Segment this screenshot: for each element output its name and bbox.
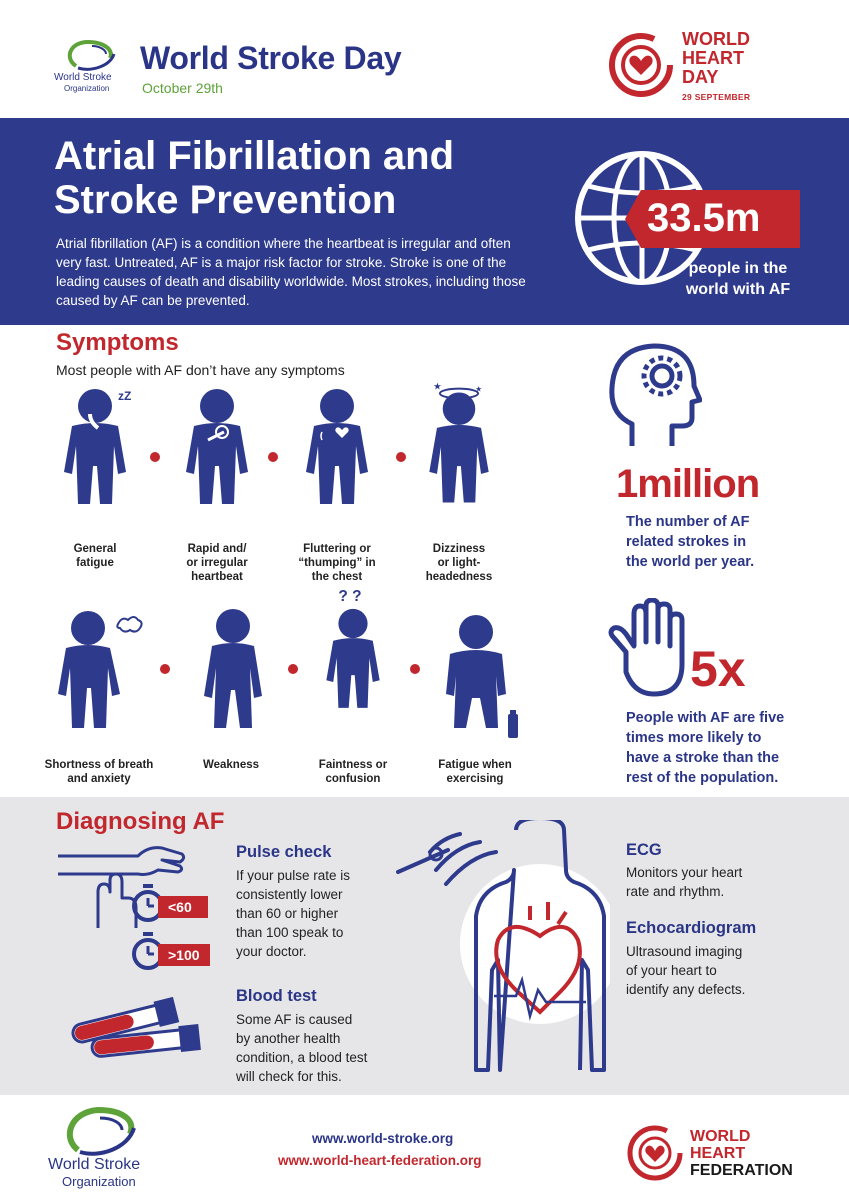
svg-text:★: ★ — [433, 381, 442, 393]
heart-circle-icon — [626, 1124, 684, 1182]
symptom-5-line2: and anxiety — [67, 773, 131, 785]
torso-heart-icon — [390, 820, 610, 1088]
ecg-title: ECG — [626, 841, 662, 859]
symptom-4-line3: headedness — [425, 571, 493, 583]
symptom-2-line1: Rapid and/ — [187, 543, 247, 555]
symptom-label-4 — [394, 542, 524, 584]
stroke-count-caption-line1: The number of AF — [626, 514, 750, 530]
af-population-caption-line1: people in the — [688, 260, 788, 277]
figure-general-fatigue-icon — [40, 386, 150, 521]
pulse-high-tag: >100 — [158, 944, 210, 966]
heart-circle-icon — [606, 30, 676, 100]
pulse-check-title: Pulse check — [236, 843, 332, 861]
raised-hand-icon — [604, 598, 698, 698]
whd-line1: WORLD — [682, 29, 750, 49]
symptom-1-line1: General — [73, 543, 117, 555]
symptom-2-line2: or irregular — [186, 557, 248, 569]
svg-text:★: ★ — [475, 384, 483, 394]
banner-title — [54, 134, 554, 222]
blood-line2: by another health — [236, 1031, 341, 1046]
symptom-5-line1: Shortness of breath — [44, 759, 154, 771]
whd-line2: HEART — [682, 48, 744, 68]
whd-line3: DAY — [682, 67, 719, 87]
risk-caption-line1: People with AF are five — [626, 710, 785, 726]
banner-description: Atrial fibrillation (AF) is a condition where the heartbeat is irregular and often very fast. Untreated, AF is a major risk factor for stroke. Stroke is one of the leading causes of death and disability worldwide. Most strokes, including those caused by AF can be prevented. — [56, 236, 526, 308]
echo-line2: of your heart to — [626, 963, 717, 978]
separator-dot — [268, 452, 278, 462]
risk-caption-line2: times more likely to — [626, 730, 762, 746]
af-population-badge — [625, 190, 800, 248]
figure-weakness-icon — [178, 606, 288, 741]
head-brain-icon — [602, 340, 702, 450]
pulse-low-tag: <60 — [158, 896, 208, 918]
stroke-count-caption-line2: related strokes in — [626, 534, 747, 550]
symptom-7-line1: Faintness or — [318, 759, 388, 771]
banner-title-line1: Atrial Fibrillation and — [54, 134, 455, 178]
symptom-3-line3: the chest — [311, 571, 363, 583]
figure-fluttering-chest-icon — [282, 386, 392, 521]
blood-line4: will check for this. — [236, 1069, 342, 1084]
symptom-3-line2: “thumping” in — [298, 557, 376, 569]
whd-date: 29 SEPTEMBER — [682, 92, 751, 102]
symptom-1-line2: fatigue — [76, 557, 114, 569]
ecg-line1: Monitors your heart — [626, 865, 743, 880]
wso-logo-line1: World Stroke — [54, 72, 112, 83]
echo-line1: Ultrasound imaging — [626, 944, 743, 959]
symptoms-subtitle: Most people with AF don’t have any symptoms — [56, 362, 345, 378]
world-heart-federation-logo — [626, 1124, 806, 1184]
blood-test-title: Blood test — [236, 987, 317, 1005]
footer-wso-line1: World Stroke — [48, 1156, 141, 1173]
risk-caption-line4: rest of the population. — [626, 770, 779, 786]
symptom-8-line2: exercising — [446, 773, 504, 785]
symptom-6-line1: Weakness — [202, 759, 260, 771]
whf-line2: HEART — [690, 1145, 746, 1162]
pulse-check-text — [236, 866, 406, 961]
echocardiogram-text — [626, 942, 796, 999]
risk-caption-line3: have a stroke than the — [626, 750, 780, 766]
event-date: October 29th — [142, 80, 223, 96]
symptom-3-line1: Fluttering or — [303, 543, 371, 555]
link-world-stroke[interactable]: www.world-stroke.org — [312, 1131, 454, 1146]
pulse-line5: your doctor. — [236, 944, 307, 959]
separator-dot — [150, 452, 160, 462]
stroke-count-value: 1million — [616, 462, 760, 506]
whf-line1: WORLD — [690, 1128, 751, 1145]
world-stroke-organization-logo — [48, 36, 138, 100]
wso-logo-line2: Organization — [64, 84, 110, 93]
symptom-label-5 — [34, 758, 164, 786]
af-population-caption-line2: world with AF — [685, 281, 791, 298]
link-world-heart-federation[interactable]: www.world-heart-federation.org — [278, 1153, 482, 1168]
wso-swoosh-icon — [48, 1104, 158, 1158]
symptom-label-2 — [152, 542, 282, 584]
symptom-label-7 — [288, 758, 418, 786]
blood-line1: Some AF is caused — [236, 1012, 353, 1027]
echocardiogram-title: Echocardiogram — [626, 919, 757, 937]
zzz-text: zZ — [118, 389, 132, 403]
symptom-label-3 — [272, 542, 402, 584]
stroke-count-caption — [626, 512, 806, 572]
pulse-line4: than 100 speak to — [236, 925, 344, 940]
banner-title-line2: Stroke Prevention — [54, 178, 397, 222]
ecg-line2: rate and rhythm. — [626, 884, 725, 899]
blood-line3: condition, a blood test — [236, 1050, 368, 1065]
page-title: World Stroke Day — [140, 40, 402, 76]
symptom-7-line2: confusion — [325, 773, 381, 785]
figure-faintness-icon — [298, 584, 408, 719]
separator-dot — [410, 664, 420, 674]
symptom-label-8 — [410, 758, 540, 786]
figure-fatigue-exercising-icon — [420, 606, 530, 741]
ecg-text — [626, 863, 796, 901]
symptom-label-6 — [166, 758, 296, 772]
separator-dot — [160, 664, 170, 674]
symptoms-title: Symptoms — [56, 329, 179, 356]
stroke-count-caption-line3: the world per year. — [626, 554, 755, 570]
blood-test-tubes-icon — [62, 994, 212, 1064]
risk-multiplier-value: 5x — [690, 641, 746, 697]
pulse-line1: If your pulse rate is — [236, 868, 351, 883]
footer-wso-line2: Organization — [62, 1174, 136, 1189]
intro-banner — [0, 118, 849, 325]
symptom-4-line2: or light- — [437, 557, 481, 569]
symptom-2-line3: heartbeat — [191, 571, 243, 583]
symptom-8-line1: Fatigue when — [438, 759, 512, 771]
figure-rapid-heartbeat-icon — [162, 386, 272, 521]
af-population-value: 33.5m — [647, 196, 761, 240]
symptom-label-1 — [30, 542, 160, 570]
risk-multiplier-caption — [626, 708, 811, 788]
question-marks-text: ? ? — [338, 588, 362, 606]
wso-swoosh-icon — [48, 36, 138, 76]
footer-wso-logo — [48, 1104, 158, 1190]
af-population-caption — [668, 258, 808, 300]
figure-dizziness-icon — [404, 380, 514, 515]
symptom-4-line1: Dizziness — [432, 543, 486, 555]
separator-dot — [288, 664, 298, 674]
pulse-line2: consistently lower — [236, 887, 343, 902]
blood-test-text — [236, 1010, 406, 1086]
figure-shortness-of-breath-icon — [40, 606, 150, 741]
pulse-line3: than 60 or higher — [236, 906, 339, 921]
diagnosing-title: Diagnosing AF — [56, 808, 225, 835]
echo-line3: identify any defects. — [626, 982, 746, 997]
world-heart-day-logo — [606, 24, 776, 108]
whf-line3: FEDERATION — [690, 1162, 793, 1179]
